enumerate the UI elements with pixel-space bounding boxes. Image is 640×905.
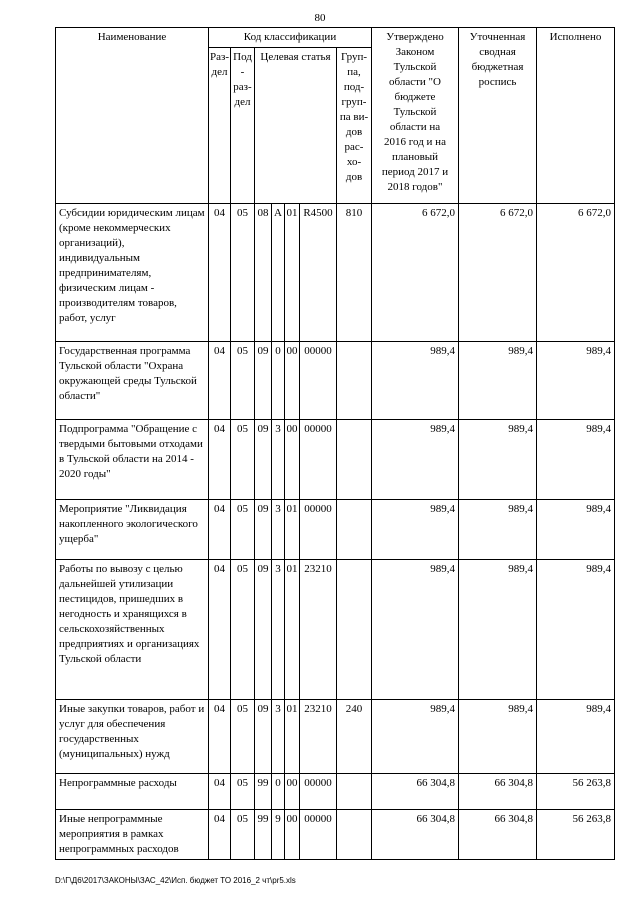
row-target-program: 08 <box>255 204 272 342</box>
footer-file-path: D:\Г\Д6\2017\ЗАКОНЫ\ЗАС_42\Исп. бюджет ТО 2016_2 чт\pr5.xls <box>55 876 296 885</box>
row-subsection: 05 <box>231 810 255 860</box>
row-target-event: 00 <box>285 810 300 860</box>
row-section: 04 <box>209 500 231 560</box>
row-approved: 6 672,0 <box>372 204 459 342</box>
row-executed: 989,4 <box>537 560 615 700</box>
table-row <box>56 560 615 700</box>
row-target-direction: 00000 <box>300 810 337 860</box>
row-target-program: 99 <box>255 774 272 810</box>
row-executed: 989,4 <box>537 342 615 420</box>
table-row <box>56 810 615 860</box>
row-revised: 989,4 <box>459 560 537 700</box>
row-revised: 989,4 <box>459 420 537 500</box>
header-section: Раз- дел <box>209 48 231 204</box>
row-subsection: 05 <box>231 342 255 420</box>
row-target-direction: 23210 <box>300 700 337 774</box>
row-executed: 989,4 <box>537 500 615 560</box>
row-name: Работы по вывозу с целью дальнейшей утилизации пестицидов, пришедших в негодность и хранящихся в сельскохозяйственных предприятиях и организациях Тульской области <box>56 560 209 700</box>
row-expense-group <box>337 420 372 500</box>
row-target-program: 09 <box>255 500 272 560</box>
row-target-event: 00 <box>285 420 300 500</box>
row-target-subprogram: 0 <box>272 342 285 420</box>
row-expense-group <box>337 774 372 810</box>
row-revised: 66 304,8 <box>459 774 537 810</box>
row-expense-group <box>337 500 372 560</box>
row-subsection: 05 <box>231 204 255 342</box>
row-target-event: 01 <box>285 204 300 342</box>
row-name: Мероприятие "Ликвидация накопленного экологического ущерба" <box>56 500 209 560</box>
row-section: 04 <box>209 204 231 342</box>
row-target-event: 01 <box>285 560 300 700</box>
row-approved: 989,4 <box>372 560 459 700</box>
row-target-subprogram: 3 <box>272 700 285 774</box>
row-approved: 989,4 <box>372 700 459 774</box>
row-name: Непрограммные расходы <box>56 774 209 810</box>
row-approved: 66 304,8 <box>372 774 459 810</box>
row-section: 04 <box>209 560 231 700</box>
row-target-subprogram: 3 <box>272 500 285 560</box>
table-row <box>56 204 615 342</box>
row-approved: 989,4 <box>372 420 459 500</box>
row-executed: 989,4 <box>537 420 615 500</box>
table-row <box>56 342 615 420</box>
row-subsection: 05 <box>231 560 255 700</box>
page-number: 80 <box>314 12 326 24</box>
row-target-direction: 00000 <box>300 420 337 500</box>
row-name: Иные непрограммные мероприятия в рамках непрограммных расходов <box>56 810 209 860</box>
row-target-direction: 00000 <box>300 500 337 560</box>
row-subsection: 05 <box>231 420 255 500</box>
header-target-article: Целевая статья <box>255 48 337 204</box>
row-revised: 989,4 <box>459 700 537 774</box>
row-expense-group: 240 <box>337 700 372 774</box>
row-name: Государственная программа Тульской области "Охрана окружающей среды Тульской области" <box>56 342 209 420</box>
row-target-direction: 23210 <box>300 560 337 700</box>
row-executed: 56 263,8 <box>537 810 615 860</box>
table-row <box>56 420 615 500</box>
row-target-event: 01 <box>285 500 300 560</box>
row-section: 04 <box>209 774 231 810</box>
row-revised: 66 304,8 <box>459 810 537 860</box>
row-target-event: 01 <box>285 700 300 774</box>
budget-table <box>55 27 615 860</box>
table-row <box>56 500 615 560</box>
row-subsection: 05 <box>231 774 255 810</box>
row-target-subprogram: 9 <box>272 810 285 860</box>
header-name: Наименование <box>56 28 209 204</box>
header-expense-group: Груп- па, под- груп- па ви- дов рас- хо- дов <box>337 48 372 204</box>
row-target-subprogram: А <box>272 204 285 342</box>
row-section: 04 <box>209 810 231 860</box>
row-target-program: 09 <box>255 420 272 500</box>
row-name: Подпрограмма "Обращение с твердыми бытовыми отходами в Тульской области на 2014 - 2020 годы" <box>56 420 209 500</box>
row-expense-group <box>337 342 372 420</box>
header-approved: Утверждено Законом Тульской области "О бюджете Тульской области на 2016 год и на плановый период 2017 и 2018 годов" <box>372 28 459 204</box>
row-section: 04 <box>209 342 231 420</box>
table-row <box>56 700 615 774</box>
row-target-program: 09 <box>255 560 272 700</box>
row-target-program: 09 <box>255 342 272 420</box>
row-revised: 989,4 <box>459 500 537 560</box>
row-approved: 66 304,8 <box>372 810 459 860</box>
header-subsection: Под- раз- дел <box>231 48 255 204</box>
row-section: 04 <box>209 420 231 500</box>
row-target-subprogram: 3 <box>272 560 285 700</box>
row-subsection: 05 <box>231 500 255 560</box>
row-revised: 6 672,0 <box>459 204 537 342</box>
row-approved: 989,4 <box>372 342 459 420</box>
row-subsection: 05 <box>231 700 255 774</box>
row-expense-group <box>337 810 372 860</box>
row-name: Субсидии юридическим лицам (кроме некоммерческих организаций), индивидуальным предпринимателям, физическим лицам - производителям товаров, работ, услуг <box>56 204 209 342</box>
row-executed: 6 672,0 <box>537 204 615 342</box>
row-target-subprogram: 0 <box>272 774 285 810</box>
row-target-direction: 00000 <box>300 774 337 810</box>
row-revised: 989,4 <box>459 342 537 420</box>
row-expense-group <box>337 560 372 700</box>
header-revised: Уточненная сводная бюджетная роспись <box>459 28 537 204</box>
row-target-program: 99 <box>255 810 272 860</box>
table-row <box>56 774 615 810</box>
row-approved: 989,4 <box>372 500 459 560</box>
row-executed: 989,4 <box>537 700 615 774</box>
header-classification: Код классификации <box>209 28 372 48</box>
row-executed: 56 263,8 <box>537 774 615 810</box>
row-expense-group: 810 <box>337 204 372 342</box>
row-target-direction: 00000 <box>300 342 337 420</box>
row-target-event: 00 <box>285 342 300 420</box>
row-target-event: 00 <box>285 774 300 810</box>
row-target-subprogram: 3 <box>272 420 285 500</box>
row-section: 04 <box>209 700 231 774</box>
row-target-direction: R4500 <box>300 204 337 342</box>
row-name: Иные закупки товаров, работ и услуг для обеспечения государственных (муниципальных) нужд <box>56 700 209 774</box>
header-executed: Исполнено <box>537 28 615 204</box>
row-target-program: 09 <box>255 700 272 774</box>
